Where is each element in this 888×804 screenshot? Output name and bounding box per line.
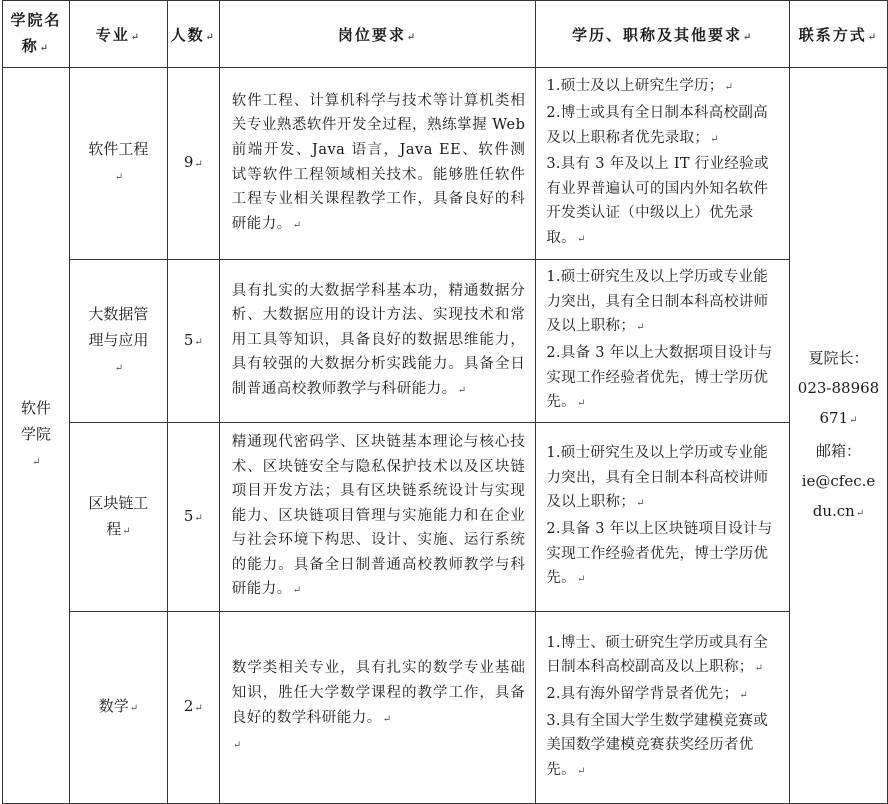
education-item: 2.博士或具有全日制本科高校副高及以上职称者优先录取；↵ — [546, 105, 768, 146]
header-contact: 联系方式↵ — [790, 1, 888, 68]
education-cell — [536, 423, 790, 612]
college-name: 软件学院 — [20, 399, 51, 443]
contact-phone-1: 023-88968 — [797, 378, 880, 397]
education-item: 1.博士、硕士研究生学历或具有全日制本科高校副高及以上职称；↵ — [546, 634, 768, 676]
position-cell: 数学类相关专业，具有扎实的数学专业基础知识，胜任大学数学课程的教学工作，具备良好的数学科研能力。↵ ↵ — [219, 612, 536, 804]
contact-phone-2: 671↵ — [819, 408, 858, 427]
education-item: 3.具有 3 年及以上 IT 行业经验或有业界普遍认可的国内外知名软件开发类认证（中级以上）优先录取。↵ — [546, 156, 769, 246]
major-cell: 软件工程↵ — [69, 68, 167, 260]
contact-cell — [790, 68, 888, 804]
contact-name: 夏院长： — [808, 348, 869, 367]
contact-email-2: du.cn↵ — [812, 501, 865, 520]
major-cell: 数学↵ — [69, 612, 167, 804]
education-item: 1.硕士研究生及以上学历或专业能力突出，具有全日制本科高校讲师及以上职称；↵ — [546, 445, 769, 511]
header-position: 岗位要求↵ — [219, 1, 536, 68]
recruitment-table — [2, 0, 888, 804]
table-row — [3, 423, 888, 612]
contact-email-1: ie@cfec.e — [801, 471, 876, 490]
header-count: 人数↵ — [167, 1, 219, 68]
major-cell: 区块链工程↵ — [69, 423, 167, 612]
header-education: 学历、职称及其他要求↵ — [536, 1, 790, 68]
table-row — [3, 260, 888, 423]
education-item: 3.具有全国大学生数学建模竞赛或美国数学建模竞赛获奖经历者优先。↵ — [546, 712, 768, 778]
education-item: 2.具备 3 年以上大数据项目设计与实现工作经验者优先，博士学历优先。↵ — [546, 345, 773, 411]
header-row — [3, 1, 888, 68]
education-cell — [536, 612, 790, 804]
education-item: 1.硕士研究生及以上学历或专业能力突出，具有全日制本科高校讲师及以上职称；↵ — [546, 269, 769, 335]
header-college: 学院名称↵ — [3, 1, 70, 68]
college-cell: 软件学院↵ — [3, 68, 70, 804]
position-cell: 软件工程、计算机科学与技术等计算机类相关专业熟悉软件开发全过程，熟练掌握 Web 前端开发、Java 语言，Java EE、软件测试等软件工程领域相关技术。能够胜任软件工程专业相关课程教学工作，具备良好的科研能力。↵ — [219, 68, 536, 260]
education-item: 1.硕士及以上研究生学历；↵ — [546, 78, 734, 95]
count-cell: 5↵ — [167, 260, 219, 423]
position-cell: 精通现代密码学、区块链基本理论与核心技术、区块链安全与隐私保护技术以及区块链项目开发方法；具有区块链系统设计与实现能力、区块链项目管理与实施能力和在企业与社会环境下构思、设计、实施、运行系统的能力。具备全日制普通高校教师教学与科研能力。↵ — [219, 423, 536, 612]
count-cell: 9↵ — [167, 68, 219, 260]
count-cell: 5↵ — [167, 423, 219, 612]
header-major: 专业↵ — [69, 1, 167, 68]
count-cell: 2↵ — [167, 612, 219, 804]
table-row — [3, 68, 888, 260]
education-item: 2.具有海外留学背景者优先；↵ — [546, 685, 749, 702]
education-item: 2.具备 3 年以上区块链项目设计与实现工作经验者优先，博士学历优先。↵ — [546, 521, 773, 587]
contact-email-label: 邮箱： — [815, 441, 861, 460]
education-cell — [536, 68, 790, 260]
major-cell: 大数据管理与应用↵ — [69, 260, 167, 423]
position-cell: 具有扎实的大数据学科基本功，精通数据分析、大数据应用的设计方法、实现技术和常用工具等知识，具备良好的数据思维能力，具有较强的大数据分析实践能力。具备全日制普通高校教师教学与科研能力。↵ — [219, 260, 536, 423]
education-cell — [536, 260, 790, 423]
table-row — [3, 612, 888, 804]
